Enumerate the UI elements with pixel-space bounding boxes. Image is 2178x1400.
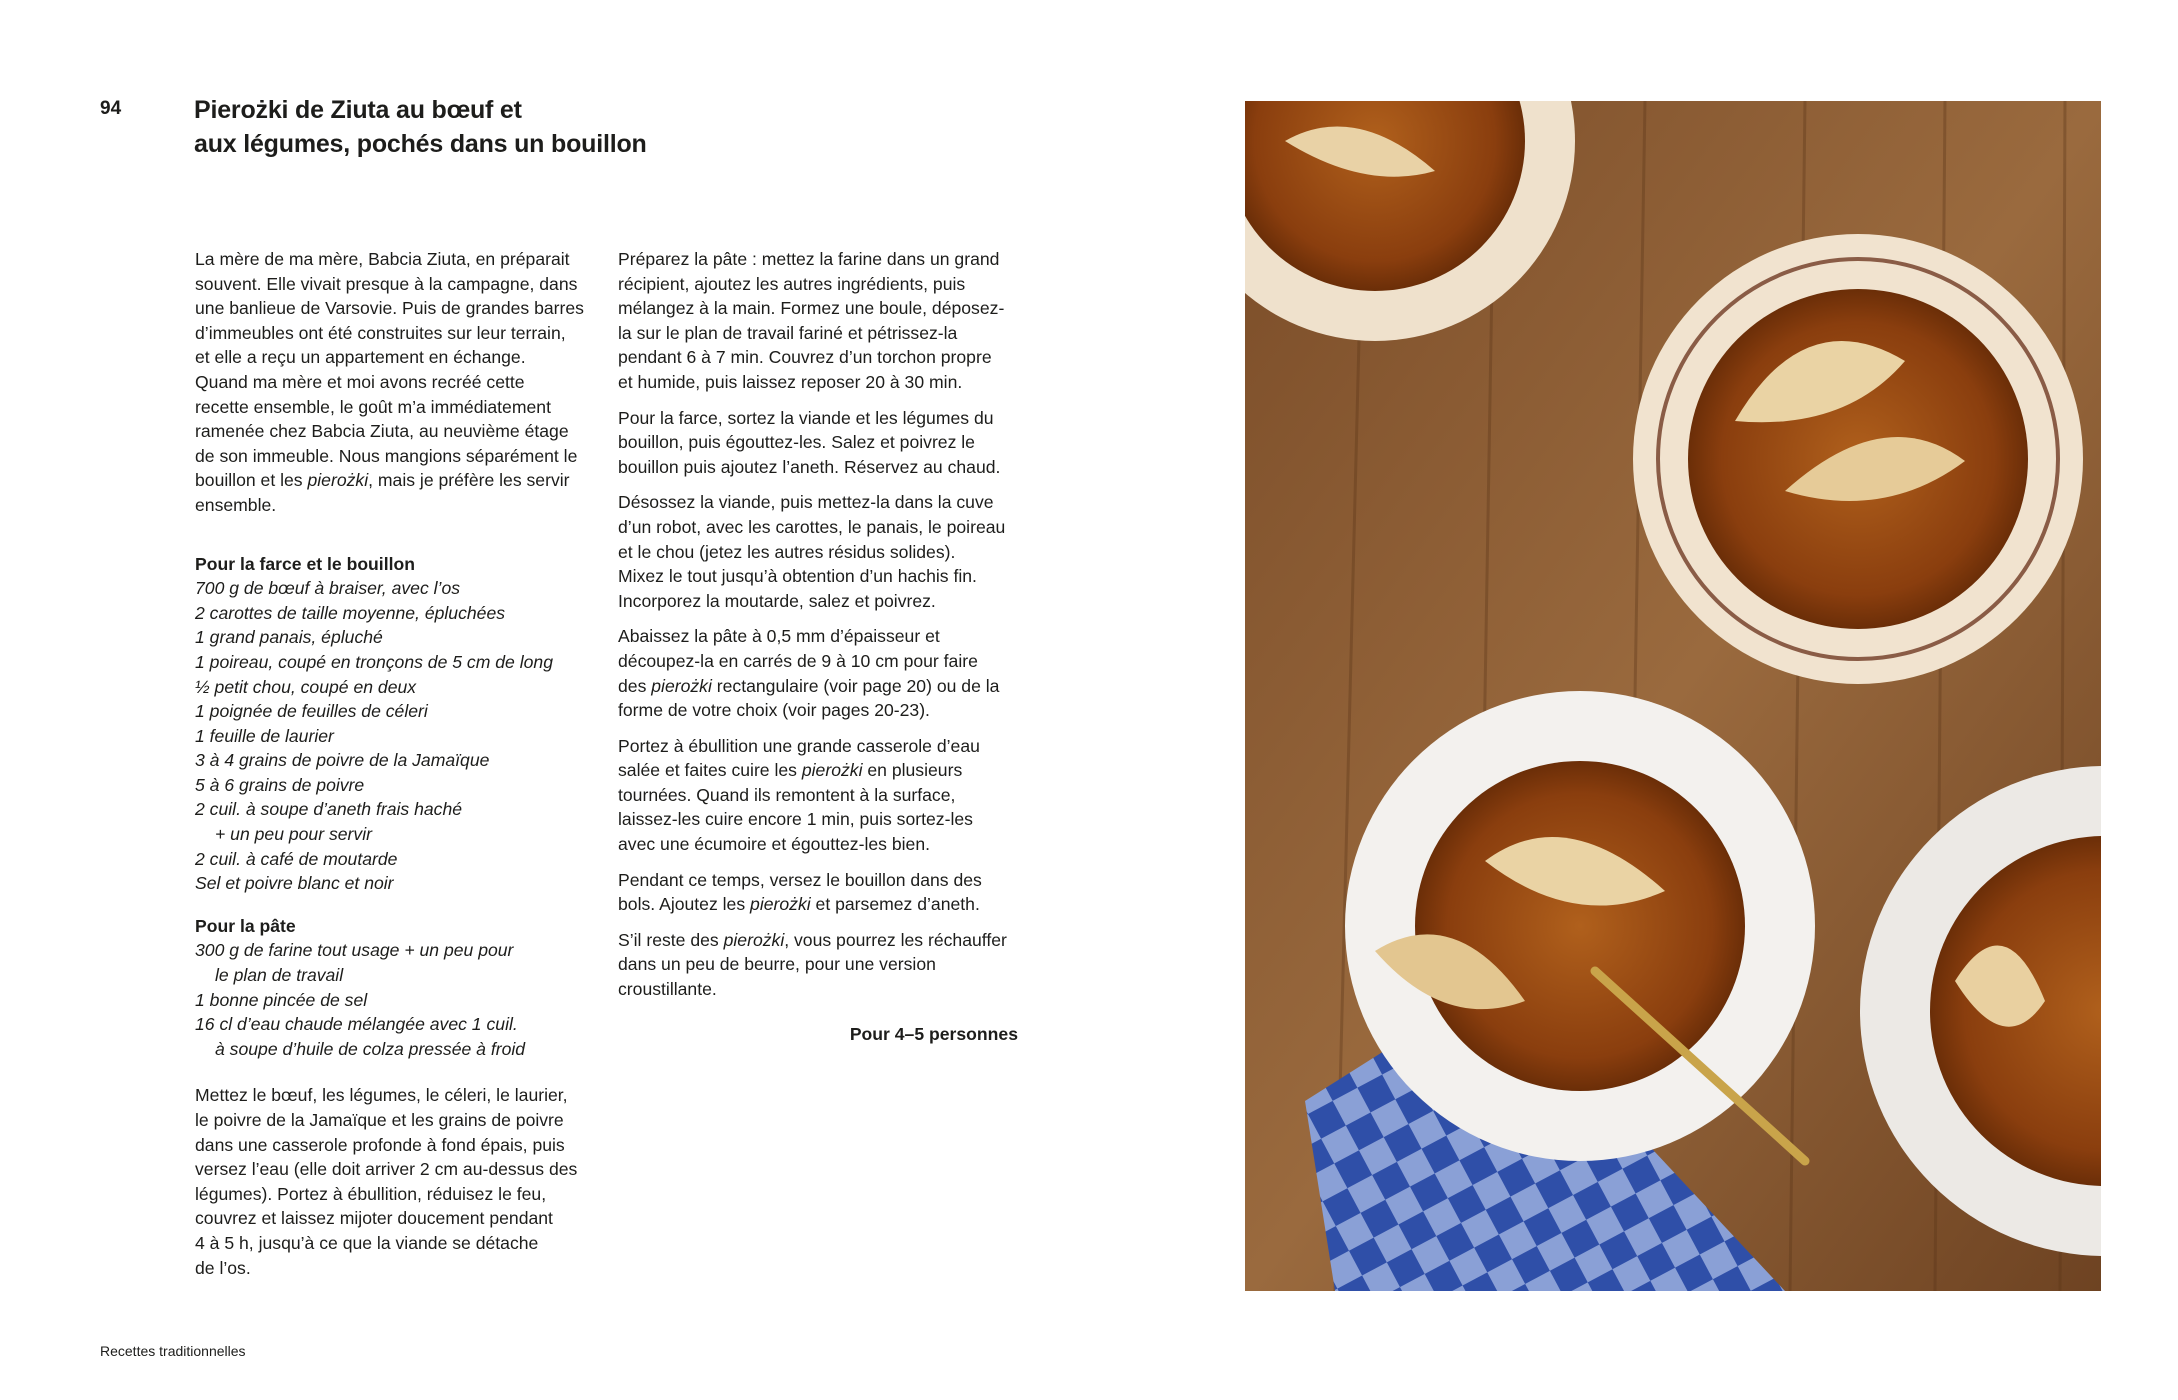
ingredient-item-continued: + un peu pour servir [215, 824, 372, 845]
ingredient-item: 2 carottes de taille moyenne, épluchées [195, 602, 506, 623]
page-number: 94 [100, 98, 122, 119]
soup-bowls-illustration [1245, 101, 2101, 1291]
text-line: bouillon et les [195, 470, 308, 491]
text-line: mélangez à la main. Formez une boule, déposez- [618, 298, 1005, 319]
italic-term: pierożki [801, 760, 863, 781]
ingredient-item: 1 poireau, coupé en tronçons de 5 cm de long [195, 651, 553, 672]
text-line: Mettez le bœuf, les légumes, le céleri, le laurier, [195, 1085, 568, 1106]
text-line: Préparez la pâte : mettez la farine dans un grand [618, 249, 1000, 269]
ingredient-item: ½ petit chou, coupé en deux [195, 676, 417, 697]
text-line: souvent. Elle vivait presque à la campagne, dans [195, 273, 578, 294]
text-line: et le chou (jetez les autres résidus solides). [618, 541, 956, 562]
ingredient-item-continued: à soupe d’huile de colza pressée à froid [215, 1038, 526, 1059]
text-line: salée et faites cuire les [618, 760, 802, 781]
ingredient-item: 700 g de bœuf à braiser, avec l’os [195, 578, 461, 599]
text-line: et humide, puis laissez reposer 20 à 30 min. [618, 371, 963, 392]
italic-term: pierożki [723, 929, 785, 950]
text-line: d’un robot, avec les carottes, le panais, le poireau [618, 516, 1006, 537]
method-paragraph [618, 734, 1018, 857]
filling-ingredients [195, 552, 595, 896]
text-line: le poivre de la Jamaïque et les grains de poivre [195, 1110, 564, 1130]
dough-heading: Pour la pâte [195, 915, 296, 936]
left-column [195, 247, 595, 1291]
page-footer: Recettes traditionnelles [100, 1343, 246, 1359]
italic-term: pierożki [750, 894, 811, 915]
text-line: en plusieurs [862, 760, 963, 781]
ingredient-item: 2 cuil. à soupe d’aneth frais haché [195, 799, 463, 820]
ingredient-item: 300 g de farine tout usage + un peu pour [195, 940, 514, 961]
text-line: 4 à 5 h, jusqu’à ce que la viande se détache [195, 1232, 539, 1253]
text-line: Pour la farce, sortez la viande et les légumes du [618, 407, 994, 428]
text-line: Portez à ébullition une grande casserole d’eau [618, 735, 980, 756]
method-paragraph [618, 490, 1018, 613]
ingredient-list [195, 938, 595, 1061]
text-line: versez l’eau (elle doit arriver 2 cm au-dessus des [195, 1159, 578, 1180]
text-line: couvrez et laissez mijoter doucement pendant [195, 1208, 553, 1229]
text-line: tournées. Quand ils remontent à la surface, [618, 784, 956, 805]
method-paragraph [618, 928, 1018, 1002]
text-line: découpez-la en carrés de 9 à 10 cm pour faire [618, 650, 978, 671]
text-line: des [618, 675, 652, 696]
text-line: une banlieue de Varsovie. Puis de grandes barres [195, 298, 584, 319]
method-paragraph [195, 1083, 595, 1280]
ingredient-item-continued: le plan de travail [215, 965, 344, 986]
text-line: récipient, ajoutez les autres ingrédients, puis [618, 273, 966, 294]
bowl-top-right [1633, 234, 2083, 684]
text-line: recette ensemble, le goût m’a immédiatement [195, 396, 551, 417]
text-line: légumes). Portez à ébullition, réduisez le feu, [195, 1183, 547, 1204]
text-line: bouillon puis ajoutez l’aneth. Réservez au chaud. [618, 456, 1001, 477]
recipe-title [194, 93, 714, 161]
text-line: laissez-les cuire encore 1 min, puis sortez-les [618, 809, 973, 830]
ingredient-item: 1 poignée de feuilles de céleri [195, 701, 428, 722]
method-paragraph [618, 406, 1018, 480]
text-line: d’immeubles ont été construites sur leur terrain, [195, 322, 566, 343]
text-line: Mixez le tout jusqu’à obtention d’un hachis fin. [618, 566, 977, 587]
text-line: La mère de ma mère, Babcia Ziuta, en préparait [195, 249, 570, 269]
text-line: forme de votre choix (voir pages 20-23). [618, 700, 930, 721]
text-line: Désossez la viande, puis mettez-la dans la cuve [618, 492, 994, 513]
text-line: Pendant ce temps, versez le bouillon dans des [618, 869, 982, 890]
servings: Pour 4–5 personnes [849, 1023, 1018, 1044]
text-line: rectangulaire (voir page 20) ou de la [711, 675, 1000, 696]
text-line: bols. Ajoutez les [618, 894, 751, 915]
ingredient-item: Sel et poivre blanc et noir [195, 873, 394, 894]
ingredient-item: 1 feuille de laurier [195, 725, 334, 746]
text-line: Incorporez la moutarde, salez et poivrez. [618, 590, 936, 611]
italic-term: pierożki [651, 675, 712, 696]
text-line: S’il reste des [618, 929, 724, 950]
bowl-bottom-left [1345, 691, 1815, 1161]
method-paragraph [618, 868, 1018, 917]
text-line: et elle a reçu un appartement en échange. [195, 347, 526, 368]
intro-paragraph [195, 247, 595, 518]
text-line: ensemble. [195, 494, 277, 515]
text-line: Abaissez la pâte à 0,5 mm d’épaisseur et [618, 626, 940, 647]
ingredient-item: 5 à 6 grains de poivre [195, 774, 365, 795]
text-line: dans une casserole profonde à fond épais, puis [195, 1134, 565, 1155]
text-line: de son immeuble. Nous mangions séparément le [195, 445, 578, 466]
text-line: dans un peu de beurre, pour une version [618, 954, 936, 975]
ingredient-item: 2 cuil. à café de moutarde [195, 848, 398, 869]
text-line: Quand ma mère et moi avons recréé cette [195, 371, 525, 392]
ingredient-item: 1 bonne pincée de sel [195, 989, 368, 1010]
text-line: de l’os. [195, 1257, 251, 1278]
method-paragraph [618, 247, 1018, 395]
method-paragraph [618, 624, 1018, 722]
title-line: aux légumes, pochés dans un bouillon [194, 130, 647, 158]
text-line: croustillante. [618, 979, 717, 1000]
text-line: , vous pourrez les réchauffer [784, 929, 1007, 950]
text-line: , mais je préfère les servir [368, 470, 570, 491]
dough-ingredients [195, 914, 595, 1062]
ingredient-list [195, 576, 595, 896]
ingredient-item: 1 grand panais, épluché [195, 627, 383, 648]
ingredient-item: 16 cl d’eau chaude mélangée avec 1 cuil. [195, 1014, 518, 1035]
text-line: bouillon, puis égouttez-les. Salez et poivrez le [618, 432, 975, 453]
recipe-photo [1245, 101, 2101, 1291]
title-line: Pierożki de Ziuta au bœuf et [194, 96, 522, 124]
filling-heading: Pour la farce et le bouillon [195, 553, 415, 574]
text-line: pendant 6 à 7 min. Couvrez d’un torchon propre [618, 347, 992, 368]
right-column [618, 247, 1018, 1057]
text-line: la sur le plan de travail fariné et pétrissez-la [618, 322, 958, 343]
text-line: avec une écumoire et égouttez-les bien. [618, 834, 930, 855]
text-line: ramenée chez Babcia Ziuta, au neuvième étage [195, 421, 569, 442]
ingredient-item: 3 à 4 grains de poivre de la Jamaïque [195, 750, 490, 771]
italic-term: pierożki [307, 470, 369, 491]
text-line: et parsemez d’aneth. [810, 894, 980, 915]
